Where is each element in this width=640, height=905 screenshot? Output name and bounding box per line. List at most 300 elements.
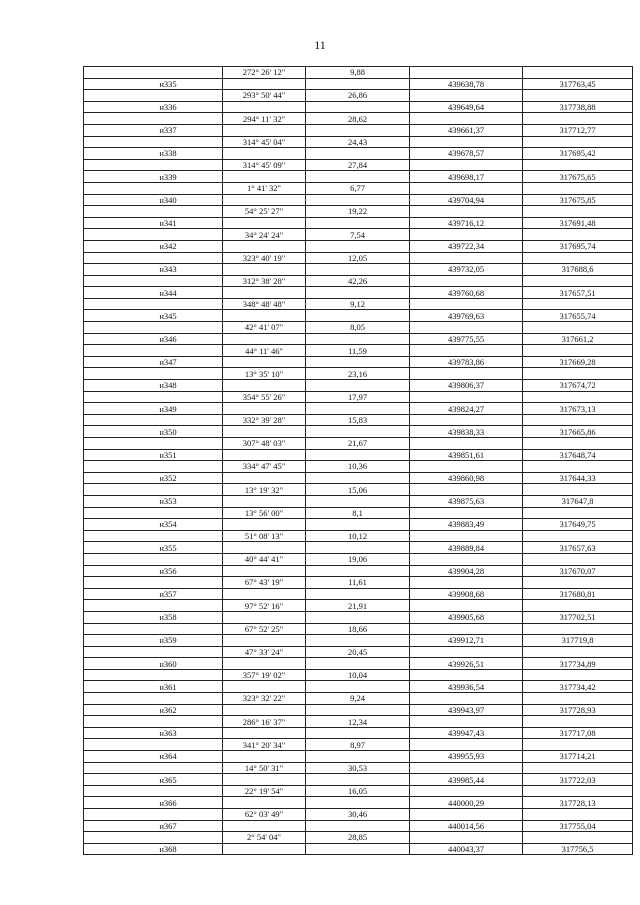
segment-length-cell: 18,66 [306, 623, 410, 635]
y-coordinate-cell: 317719,8 [523, 635, 633, 647]
point-id-cell: н351 [84, 449, 223, 461]
x-coordinate-cell: 439732,05 [410, 264, 523, 276]
direction-angle-cell: 14° 50' 31" [223, 762, 306, 774]
y-coordinate-cell: 317734,89 [523, 658, 633, 670]
direction-angle-cell: 13° 35' 10" [223, 368, 306, 380]
segment-row [84, 368, 633, 380]
y-coordinate-cell: 317695,42 [523, 148, 633, 160]
direction-angle-cell [223, 611, 306, 623]
direction-angle-cell [223, 171, 306, 183]
y-coordinate-cell [523, 693, 633, 705]
y-coordinate-cell [523, 507, 633, 519]
direction-angle-cell: 22° 19' 54" [223, 785, 306, 797]
x-coordinate-cell: 439678,57 [410, 148, 523, 160]
point-row [84, 797, 633, 809]
y-coordinate-cell: 317661,2 [523, 333, 633, 345]
y-coordinate-cell [523, 252, 633, 264]
x-coordinate-cell [410, 368, 523, 380]
y-coordinate-cell: 317674,72 [523, 380, 633, 392]
direction-angle-cell [223, 310, 306, 322]
point-id-cell [84, 182, 223, 194]
point-row [84, 588, 633, 600]
y-coordinate-cell [523, 368, 633, 380]
direction-angle-cell [223, 380, 306, 392]
x-coordinate-cell [410, 693, 523, 705]
y-coordinate-cell: 317717,08 [523, 727, 633, 739]
x-coordinate-cell: 439661,37 [410, 124, 523, 136]
y-coordinate-cell: 317675,65 [523, 171, 633, 183]
point-id-cell [84, 113, 223, 125]
x-coordinate-cell [410, 507, 523, 519]
point-row [84, 310, 633, 322]
direction-angle-cell [223, 403, 306, 415]
y-coordinate-cell [523, 577, 633, 589]
segment-length-cell: 28,62 [306, 113, 410, 125]
y-coordinate-cell [523, 67, 633, 79]
segment-length-cell: 20,45 [306, 646, 410, 658]
y-coordinate-cell: 317756,5 [523, 843, 633, 855]
segment-row [84, 229, 633, 241]
y-coordinate-cell [523, 275, 633, 287]
y-coordinate-cell: 317712,77 [523, 124, 633, 136]
point-id-cell: н349 [84, 403, 223, 415]
point-id-cell [84, 368, 223, 380]
point-row [84, 635, 633, 647]
x-coordinate-cell [410, 438, 523, 450]
direction-angle-cell: 307° 48' 03" [223, 438, 306, 450]
point-id-cell [84, 391, 223, 403]
segment-row [84, 438, 633, 450]
segment-row [84, 646, 633, 658]
direction-angle-cell: 13° 19' 32" [223, 484, 306, 496]
point-id-cell [84, 275, 223, 287]
direction-angle-cell [223, 472, 306, 484]
segment-length-cell [306, 217, 410, 229]
x-coordinate-cell: 439904,28 [410, 565, 523, 577]
segment-length-cell [306, 101, 410, 113]
segment-length-cell [306, 449, 410, 461]
segment-row [84, 298, 633, 310]
y-coordinate-cell: 317755,04 [523, 820, 633, 832]
segment-row [84, 669, 633, 681]
direction-angle-cell [223, 588, 306, 600]
y-coordinate-cell: 317673,13 [523, 403, 633, 415]
y-coordinate-cell: 317722,03 [523, 774, 633, 786]
y-coordinate-cell: 317728,93 [523, 704, 633, 716]
coordinates-table-body [84, 67, 633, 855]
segment-row [84, 252, 633, 264]
point-id-cell [84, 507, 223, 519]
direction-angle-cell: 34° 24' 24" [223, 229, 306, 241]
point-id-cell [84, 484, 223, 496]
point-id-cell [84, 90, 223, 102]
x-coordinate-cell [410, 298, 523, 310]
segment-length-cell [306, 356, 410, 368]
segment-length-cell: 11,59 [306, 345, 410, 357]
segment-length-cell [306, 611, 410, 623]
segment-length-cell [306, 727, 410, 739]
point-id-cell: н339 [84, 171, 223, 183]
segment-row [84, 716, 633, 728]
point-id-cell: н365 [84, 774, 223, 786]
y-coordinate-cell [523, 182, 633, 194]
direction-angle-cell [223, 704, 306, 716]
segment-row [84, 414, 633, 426]
x-coordinate-cell [410, 669, 523, 681]
x-coordinate-cell [410, 182, 523, 194]
direction-angle-cell [223, 194, 306, 206]
direction-angle-cell [223, 565, 306, 577]
direction-angle-cell: 51° 08' 13" [223, 530, 306, 542]
x-coordinate-cell: 439985,44 [410, 774, 523, 786]
direction-angle-cell: 293° 50' 44" [223, 90, 306, 102]
segment-length-cell: 24,43 [306, 136, 410, 148]
point-row [84, 449, 633, 461]
segment-length-cell [306, 658, 410, 670]
segment-length-cell: 10,04 [306, 669, 410, 681]
segment-length-cell: 9,12 [306, 298, 410, 310]
x-coordinate-cell: 439912,71 [410, 635, 523, 647]
direction-angle-cell: 1° 41' 32" [223, 182, 306, 194]
y-coordinate-cell: 317734,42 [523, 681, 633, 693]
y-coordinate-cell: 317714,21 [523, 751, 633, 763]
point-id-cell: н363 [84, 727, 223, 739]
segment-row [84, 553, 633, 565]
segment-length-cell [306, 797, 410, 809]
direction-angle-cell [223, 78, 306, 90]
x-coordinate-cell [410, 716, 523, 728]
segment-length-cell [306, 171, 410, 183]
direction-angle-cell: 348° 48' 48" [223, 298, 306, 310]
x-coordinate-cell [410, 832, 523, 844]
direction-angle-cell [223, 148, 306, 160]
direction-angle-cell: 314° 45' 09" [223, 159, 306, 171]
segment-row [84, 809, 633, 821]
y-coordinate-cell [523, 461, 633, 473]
point-row [84, 519, 633, 531]
point-row [84, 704, 633, 716]
x-coordinate-cell: 439716,12 [410, 217, 523, 229]
y-coordinate-cell: 317647,8 [523, 495, 633, 507]
y-coordinate-cell [523, 600, 633, 612]
segment-length-cell: 16,05 [306, 785, 410, 797]
y-coordinate-cell: 317655,74 [523, 310, 633, 322]
direction-angle-cell: 334° 47' 45" [223, 461, 306, 473]
point-id-cell [84, 159, 223, 171]
segment-length-cell [306, 774, 410, 786]
segment-row [84, 182, 633, 194]
direction-angle-cell [223, 774, 306, 786]
point-id-cell [84, 67, 223, 79]
segment-length-cell [306, 588, 410, 600]
x-coordinate-cell [410, 785, 523, 797]
x-coordinate-cell: 439769,63 [410, 310, 523, 322]
point-id-cell: н362 [84, 704, 223, 716]
y-coordinate-cell [523, 159, 633, 171]
segment-length-cell: 21,67 [306, 438, 410, 450]
point-id-cell: н348 [84, 380, 223, 392]
direction-angle-cell: 354° 55' 26" [223, 391, 306, 403]
point-row [84, 380, 633, 392]
segment-row [84, 275, 633, 287]
segment-row [84, 322, 633, 334]
direction-angle-cell [223, 356, 306, 368]
segment-length-cell: 19,06 [306, 553, 410, 565]
point-row [84, 240, 633, 252]
y-coordinate-cell [523, 553, 633, 565]
point-row [84, 124, 633, 136]
y-coordinate-cell [523, 113, 633, 125]
direction-angle-cell [223, 751, 306, 763]
x-coordinate-cell [410, 159, 523, 171]
y-coordinate-cell [523, 298, 633, 310]
x-coordinate-cell [410, 623, 523, 635]
x-coordinate-cell: 439947,43 [410, 727, 523, 739]
point-id-cell: н343 [84, 264, 223, 276]
direction-angle-cell [223, 635, 306, 647]
point-row [84, 148, 633, 160]
segment-length-cell: 10,12 [306, 530, 410, 542]
segment-length-cell: 8,05 [306, 322, 410, 334]
x-coordinate-cell: 439905,68 [410, 611, 523, 623]
point-id-cell [84, 345, 223, 357]
segment-length-cell [306, 333, 410, 345]
segment-length-cell: 6,77 [306, 182, 410, 194]
point-id-cell: н346 [84, 333, 223, 345]
y-coordinate-cell: 317657,51 [523, 287, 633, 299]
direction-angle-cell [223, 681, 306, 693]
point-id-cell [84, 461, 223, 473]
segment-length-cell [306, 820, 410, 832]
segment-length-cell [306, 124, 410, 136]
y-coordinate-cell [523, 832, 633, 844]
x-coordinate-cell: 439955,93 [410, 751, 523, 763]
segment-length-cell [306, 380, 410, 392]
segment-row [84, 113, 633, 125]
y-coordinate-cell [523, 669, 633, 681]
point-id-cell: н335 [84, 78, 223, 90]
segment-length-cell: 8,1 [306, 507, 410, 519]
segment-length-cell [306, 78, 410, 90]
point-row [84, 820, 633, 832]
segment-length-cell: 15,06 [306, 484, 410, 496]
point-row [84, 264, 633, 276]
y-coordinate-cell [523, 739, 633, 751]
y-coordinate-cell [523, 785, 633, 797]
point-row [84, 287, 633, 299]
point-id-cell: н341 [84, 217, 223, 229]
segment-row [84, 484, 633, 496]
segment-row [84, 577, 633, 589]
segment-length-cell: 11,61 [306, 577, 410, 589]
point-id-cell: н338 [84, 148, 223, 160]
direction-angle-cell [223, 426, 306, 438]
segment-length-cell: 21,91 [306, 600, 410, 612]
segment-row [84, 391, 633, 403]
direction-angle-cell: 42° 41' 07" [223, 322, 306, 334]
segment-length-cell [306, 287, 410, 299]
y-coordinate-cell [523, 229, 633, 241]
point-row [84, 333, 633, 345]
segment-length-cell: 30,53 [306, 762, 410, 774]
point-row [84, 171, 633, 183]
point-id-cell: н359 [84, 635, 223, 647]
direction-angle-cell: 357° 19' 02" [223, 669, 306, 681]
point-row [84, 565, 633, 577]
point-id-cell: н340 [84, 194, 223, 206]
x-coordinate-cell [410, 322, 523, 334]
point-id-cell: н364 [84, 751, 223, 763]
segment-length-cell: 8,97 [306, 739, 410, 751]
direction-angle-cell: 40° 44' 41" [223, 553, 306, 565]
segment-length-cell [306, 542, 410, 554]
segment-row [84, 693, 633, 705]
x-coordinate-cell: 440043,37 [410, 843, 523, 855]
segment-row [84, 67, 633, 79]
segment-length-cell [306, 635, 410, 647]
x-coordinate-cell [410, 345, 523, 357]
direction-angle-cell: 67° 52' 25" [223, 623, 306, 635]
segment-length-cell: 9,24 [306, 693, 410, 705]
y-coordinate-cell: 317644,33 [523, 472, 633, 484]
segment-length-cell: 15,83 [306, 414, 410, 426]
point-id-cell: н342 [84, 240, 223, 252]
direction-angle-cell: 272° 26' 12" [223, 67, 306, 79]
segment-length-cell [306, 426, 410, 438]
segment-length-cell [306, 403, 410, 415]
x-coordinate-cell: 439936,54 [410, 681, 523, 693]
x-coordinate-cell [410, 577, 523, 589]
y-coordinate-cell [523, 391, 633, 403]
point-row [84, 426, 633, 438]
x-coordinate-cell [410, 206, 523, 218]
point-id-cell: н336 [84, 101, 223, 113]
point-id-cell: н352 [84, 472, 223, 484]
segment-length-cell: 27,84 [306, 159, 410, 171]
x-coordinate-cell [410, 113, 523, 125]
point-id-cell: н355 [84, 542, 223, 554]
point-id-cell: н347 [84, 356, 223, 368]
point-row [84, 356, 633, 368]
segment-row [84, 762, 633, 774]
point-id-cell [84, 229, 223, 241]
point-row [84, 472, 633, 484]
segment-row [84, 785, 633, 797]
segment-length-cell [306, 519, 410, 531]
x-coordinate-cell [410, 530, 523, 542]
point-id-cell: н358 [84, 611, 223, 623]
direction-angle-cell [223, 124, 306, 136]
segment-row [84, 832, 633, 844]
x-coordinate-cell [410, 391, 523, 403]
segment-length-cell: 28,85 [306, 832, 410, 844]
segment-row [84, 90, 633, 102]
direction-angle-cell: 332° 39' 28" [223, 414, 306, 426]
segment-length-cell [306, 843, 410, 855]
direction-angle-cell [223, 240, 306, 252]
x-coordinate-cell [410, 809, 523, 821]
x-coordinate-cell: 439851,61 [410, 449, 523, 461]
direction-angle-cell: 47° 33' 24" [223, 646, 306, 658]
direction-angle-cell [223, 101, 306, 113]
x-coordinate-cell [410, 762, 523, 774]
point-id-cell [84, 553, 223, 565]
x-coordinate-cell [410, 600, 523, 612]
x-coordinate-cell: 439775,55 [410, 333, 523, 345]
x-coordinate-cell [410, 252, 523, 264]
coordinates-table [83, 66, 633, 855]
x-coordinate-cell [410, 414, 523, 426]
y-coordinate-cell [523, 484, 633, 496]
y-coordinate-cell: 317649,75 [523, 519, 633, 531]
direction-angle-cell [223, 542, 306, 554]
segment-length-cell: 10,36 [306, 461, 410, 473]
x-coordinate-cell: 439824,27 [410, 403, 523, 415]
direction-angle-cell [223, 820, 306, 832]
y-coordinate-cell: 317675,85 [523, 194, 633, 206]
x-coordinate-cell: 439760,68 [410, 287, 523, 299]
point-id-cell: н356 [84, 565, 223, 577]
x-coordinate-cell: 439860,98 [410, 472, 523, 484]
point-id-cell: н345 [84, 310, 223, 322]
x-coordinate-cell: 439698,17 [410, 171, 523, 183]
y-coordinate-cell [523, 809, 633, 821]
x-coordinate-cell [410, 229, 523, 241]
point-row [84, 542, 633, 554]
direction-angle-cell: 341° 20' 34" [223, 739, 306, 751]
segment-length-cell: 17,97 [306, 391, 410, 403]
point-id-cell [84, 438, 223, 450]
direction-angle-cell [223, 449, 306, 461]
point-id-cell [84, 577, 223, 589]
x-coordinate-cell: 439638,78 [410, 78, 523, 90]
x-coordinate-cell: 439883,49 [410, 519, 523, 531]
direction-angle-cell [223, 727, 306, 739]
x-coordinate-cell: 440000,29 [410, 797, 523, 809]
direction-angle-cell [223, 333, 306, 345]
y-coordinate-cell: 317688,6 [523, 264, 633, 276]
segment-length-cell [306, 264, 410, 276]
point-id-cell [84, 832, 223, 844]
x-coordinate-cell [410, 136, 523, 148]
segment-length-cell: 19,22 [306, 206, 410, 218]
point-row [84, 611, 633, 623]
direction-angle-cell: 314° 45' 04" [223, 136, 306, 148]
direction-angle-cell: 44° 11' 46" [223, 345, 306, 357]
y-coordinate-cell [523, 530, 633, 542]
segment-length-cell [306, 751, 410, 763]
segment-row [84, 159, 633, 171]
point-row [84, 101, 633, 113]
point-id-cell [84, 530, 223, 542]
y-coordinate-cell: 317648,74 [523, 449, 633, 461]
y-coordinate-cell: 317691,48 [523, 217, 633, 229]
direction-angle-cell [223, 495, 306, 507]
y-coordinate-cell [523, 716, 633, 728]
segment-length-cell [306, 472, 410, 484]
direction-angle-cell [223, 658, 306, 670]
x-coordinate-cell: 439704,94 [410, 194, 523, 206]
direction-angle-cell: 13° 56' 00" [223, 507, 306, 519]
point-id-cell: н367 [84, 820, 223, 832]
y-coordinate-cell: 317763,45 [523, 78, 633, 90]
point-id-cell [84, 623, 223, 635]
x-coordinate-cell [410, 739, 523, 751]
segment-length-cell: 7,54 [306, 229, 410, 241]
y-coordinate-cell: 317695,74 [523, 240, 633, 252]
segment-length-cell [306, 194, 410, 206]
segment-length-cell [306, 704, 410, 716]
